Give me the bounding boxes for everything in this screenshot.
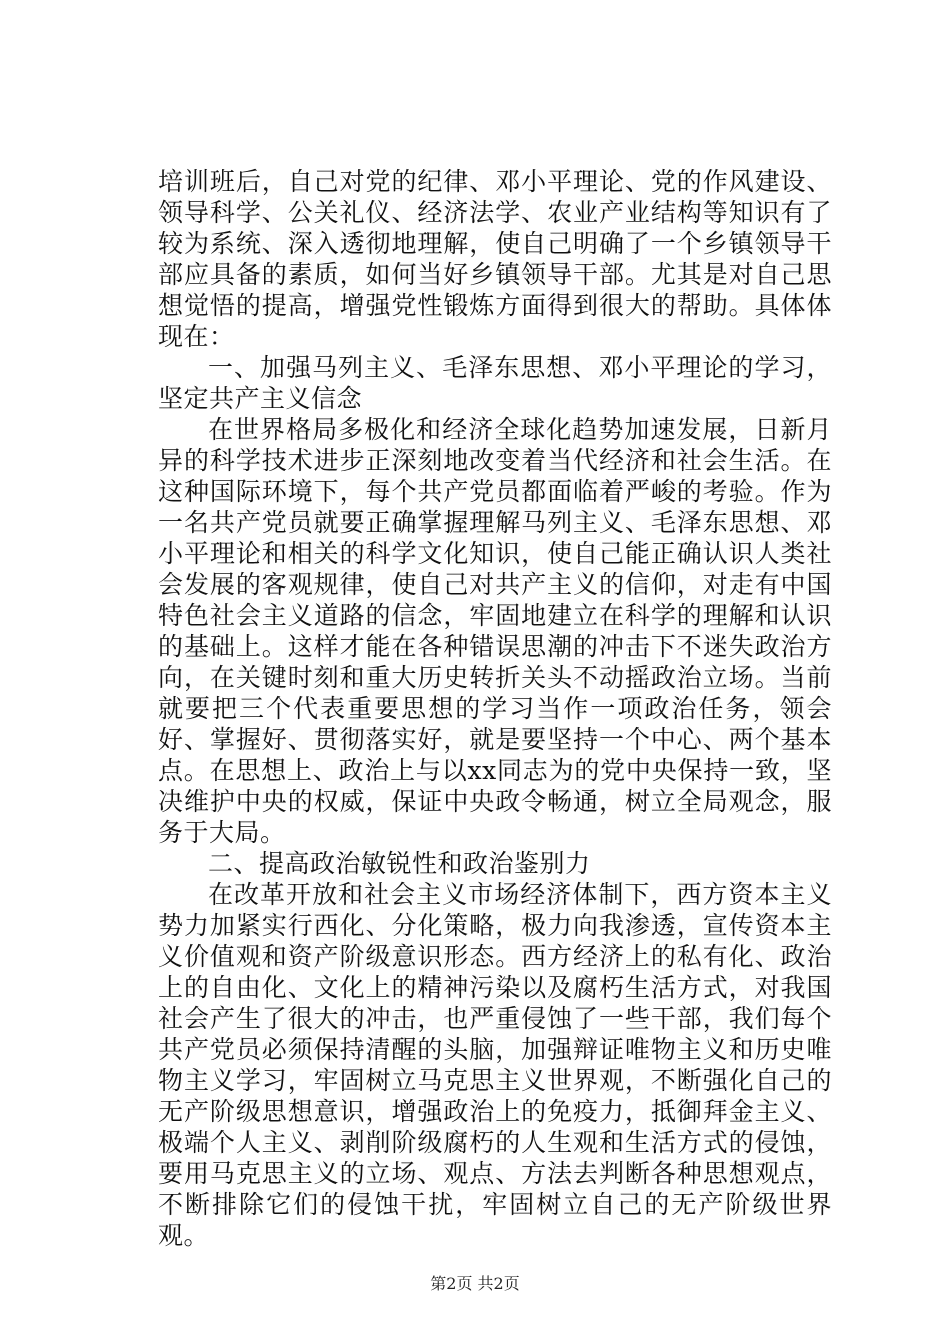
page-number-footer: 第2页 共2页: [430, 1274, 520, 1293]
paragraph-section-1: 在世界格局多极化和经济全球化趋势加速发展，日新月异的科学技术进步正深刻地改变着当代经济和社会生活。在这种国际环境下，每个共产党员都面临着严峻的考验。作为一名共产党员就要正确掌握理解马列主义、毛泽东思想、邓小平理论和相关的科学文化知识，使自己能正确认识人类社会发展的客观规律，使自己对共产主义的信仰，对走有中国特色社会主义道路的信念，牢固地建立在科学的理解和认识的基础上。这样才能在各种错误思潮的冲击下不迷失政治方向，在关键时刻和重大历史转折关头不动摇政治立场。当前就要把三个代表重要思想的学习当作一项政治任务，领会好、掌握好、贯彻落实好，就是要坚持一个中心、两个基本点。在思想上、政治上与以xx同志为的党中央保持一致，坚决维护中央的权威，保证中央政令畅通，树立全局观念，服务于大局。: [158, 415, 832, 847]
section-heading-1: 一、加强马列主义、毛泽东思想、邓小平理论的学习，坚定共产主义信念: [158, 353, 832, 413]
paragraph-intro: 培训班后，自己对党的纪律、邓小平理论、党的作风建设、领导科学、公关礼仪、经济法学、农业产业结构等知识有了较为系统、深入透彻地理解，使自己明确了一个乡镇领导干部应具备的素质，如何当好乡镇领导干部。尤其是对自己思想觉悟的提高，增强党性锻炼方面得到很大的帮助。具体体现在：: [158, 167, 832, 351]
paragraph-section-2: 在改革开放和社会主义市场经济体制下，西方资本主义势力加紧实行西化、分化策略，极力向我渗透，宣传资本主义价值观和资产阶级意识形态。西方经济上的私有化、政治上的自由化、文化上的精神污染以及腐朽生活方式，对我国社会产生了很大的冲击，也严重侵蚀了一些干部，我们每个共产党员必须保持清醒的头脑，加强辩证唯物主义和历史唯物主义学习，牢固树立马克思主义世界观，不断强化自己的无产阶级思想意识，增强政治上的免疫力，抵御拜金主义、极端个人主义、剥削阶级腐朽的人生观和生活方式的侵蚀，要用马克思主义的立场、观点、方法去判断各种思想观点，不断排除它们的侵蚀干扰，牢固树立自己的无产阶级世界观。: [158, 880, 832, 1250]
section-heading-2: 二、提高政治敏锐性和政治鉴别力: [208, 849, 591, 878]
document-body: [158, 166, 832, 1251]
